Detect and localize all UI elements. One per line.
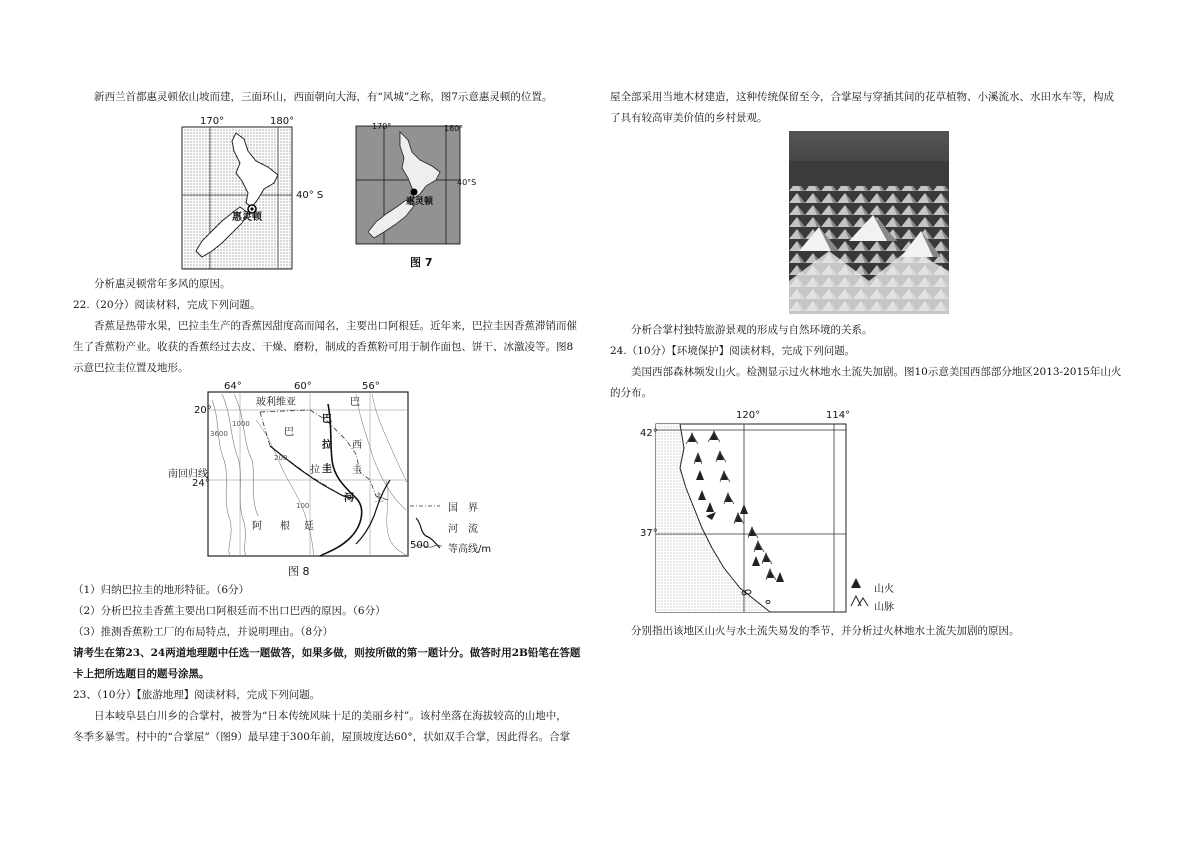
- fig8-river-2: 主: [374, 493, 384, 504]
- q24-header: 24.（10分）【环境保护】阅读材料，完成下列问题。: [610, 345, 856, 357]
- fig8-para-v2: 拉: [322, 440, 332, 451]
- fig7-city: 惠灵顿: [232, 212, 262, 223]
- fig7-small-lon1: 170°: [372, 122, 392, 131]
- fig8-legend-river: 河 流: [448, 524, 478, 535]
- fig10-legend-mountain: 山脉: [874, 602, 894, 613]
- q23-cont2: 了具有较高审美价值的乡村景观。: [610, 112, 768, 124]
- fig8-lon-60: 60°: [294, 381, 312, 392]
- q22-header: 22.（20分）阅读材料，完成下列问题。: [73, 299, 261, 311]
- fig8-argentina-1: 阿: [252, 521, 262, 532]
- fig7-lat: 40° S: [296, 190, 324, 201]
- fig8-para-v3: 圭: [322, 464, 332, 475]
- fig9-village-photo: [789, 131, 949, 314]
- q22-sub1: （1）归纳巴拉圭的地形特征。（6分）: [73, 584, 250, 596]
- fig8-paraguay-1: 巴: [284, 427, 294, 438]
- fig8-lon-64: 64°: [224, 381, 242, 392]
- fig10-map: [640, 408, 890, 618]
- fig7-caption: 图 7: [410, 256, 433, 269]
- q23-question: 分析合掌村独特旅游景观的形成与自然环境的关系。: [631, 324, 873, 336]
- fig8-paraguay-3: 圭: [352, 465, 362, 476]
- fig8-tropic: 南回归线: [168, 469, 208, 480]
- fig8-bolivia: 玻利维亚: [256, 397, 296, 408]
- fig8-brazil-1: 巴: [350, 397, 360, 408]
- q23-cont1: 屋全部采用当地木材建造，这种传统保留至今，合掌屋与穿插其间的花草植物、小溪流水、水田水车等，构成: [610, 91, 1114, 103]
- fig10-lat-42: 42°: [640, 428, 658, 439]
- q24-para2: 的分布。: [610, 387, 652, 399]
- fig8-para-v1: 巴: [322, 414, 332, 425]
- q22-para2: 生了香蕉粉产业。收获的香蕉经过去皮、干燥、磨粉，制成的香蕉粉可用于制作面包、饼干、冰激凌等。图8: [73, 341, 574, 353]
- fig8-lat-20: 20°: [194, 405, 212, 416]
- choose-note-1: 请考生在第23、24两道地理题中任选一题做答，如果多做，则按所做的第一题计分。做答时用2B铅笔在答题: [73, 647, 581, 659]
- q23-header: 23、（10分）【旅游地理】阅读材料，完成下列问题。: [73, 689, 321, 701]
- fig10-lat-37: 37°: [640, 528, 658, 539]
- fig8-contour-1000: 1000: [232, 420, 250, 428]
- fig7-map-small: [354, 122, 464, 248]
- fig7-lon1: 170°: [200, 116, 225, 127]
- q22-para1: 香蕉是热带水果，巴拉圭生产的香蕉因甜度高而闻名，主要出口阿根廷。近年来，巴拉圭因香蕉滞销而催: [94, 320, 577, 332]
- fig8-lat-24: 24°: [192, 478, 210, 489]
- q22-sub2: （2）分析巴拉圭香蕉主要出口阿根廷而不出口巴西的原因。（6分）: [73, 605, 386, 617]
- q23-para2: 冬季多暴雪。村中的“合掌屋”（图9）最早建于300年前，屋顶坡度达60°，状如双手合掌，因此得名。合掌: [73, 731, 571, 743]
- q24-question: 分别指出该地区山火与水土流失易发的季节，并分析过火林地水土流失加剧的原因。: [631, 625, 1020, 637]
- fig8-caption: 图 8: [288, 565, 310, 578]
- fig8-river-1: 河: [344, 493, 354, 504]
- fig10-lon-114: 114°: [826, 410, 851, 421]
- fig8-legend-border: 国 界: [448, 503, 478, 514]
- fig8-contour-200: 200: [274, 454, 288, 462]
- fig8-brazil-2: 西: [352, 440, 362, 451]
- fig7-small-city: 惠灵顿: [406, 197, 434, 207]
- fig8-paraguay-2: 拉: [310, 465, 320, 476]
- fig8-argentina-3: 廷: [304, 521, 314, 532]
- q24-para1: 美国西部森林频发山火。检测显示过火林地水土流失加剧。图10示意美国西部部分地区2013-2015年山火: [631, 366, 1122, 378]
- fig8-lon-56: 56°: [362, 381, 380, 392]
- fig10-legend-fire: 山火: [874, 584, 894, 595]
- q22-sub3: （3）推测香蕉粉工厂的布局特点，并说明理由。（8分）: [73, 626, 334, 638]
- q23-para1: 日本岐阜县白川乡的合掌村，被誉为“日本传统风味十足的美丽乡村”。该村坐落在海拔较高的山地中，: [94, 710, 567, 722]
- q21-question: 分析惠灵顿常年多风的原因。: [94, 278, 231, 290]
- fig8-legend-contour-val: 500: [410, 540, 430, 551]
- fig7-small-lat: 40°S: [457, 178, 477, 187]
- q21-intro: 新西兰首都惠灵顿依山坡而建，三面环山，西面朝向大海，有“风城”之称，图7示意惠灵顿的位置。: [94, 91, 553, 103]
- fig8-contour-3600: 3600: [210, 430, 228, 438]
- q22-para3: 示意巴拉圭位置及地形。: [73, 362, 189, 374]
- fig8-contour-100: 100: [296, 502, 310, 510]
- fig8-argentina-2: 根: [280, 521, 290, 532]
- fig8-legend-contour: 等高线/m: [448, 544, 492, 555]
- fig7-lon2: 180°: [270, 116, 295, 127]
- choose-note-2: 卡上把所选题目的题号涂黑。: [73, 668, 210, 680]
- fig7-small-lon2: 180°: [444, 124, 464, 133]
- fig10-lon-120: 120°: [736, 410, 761, 421]
